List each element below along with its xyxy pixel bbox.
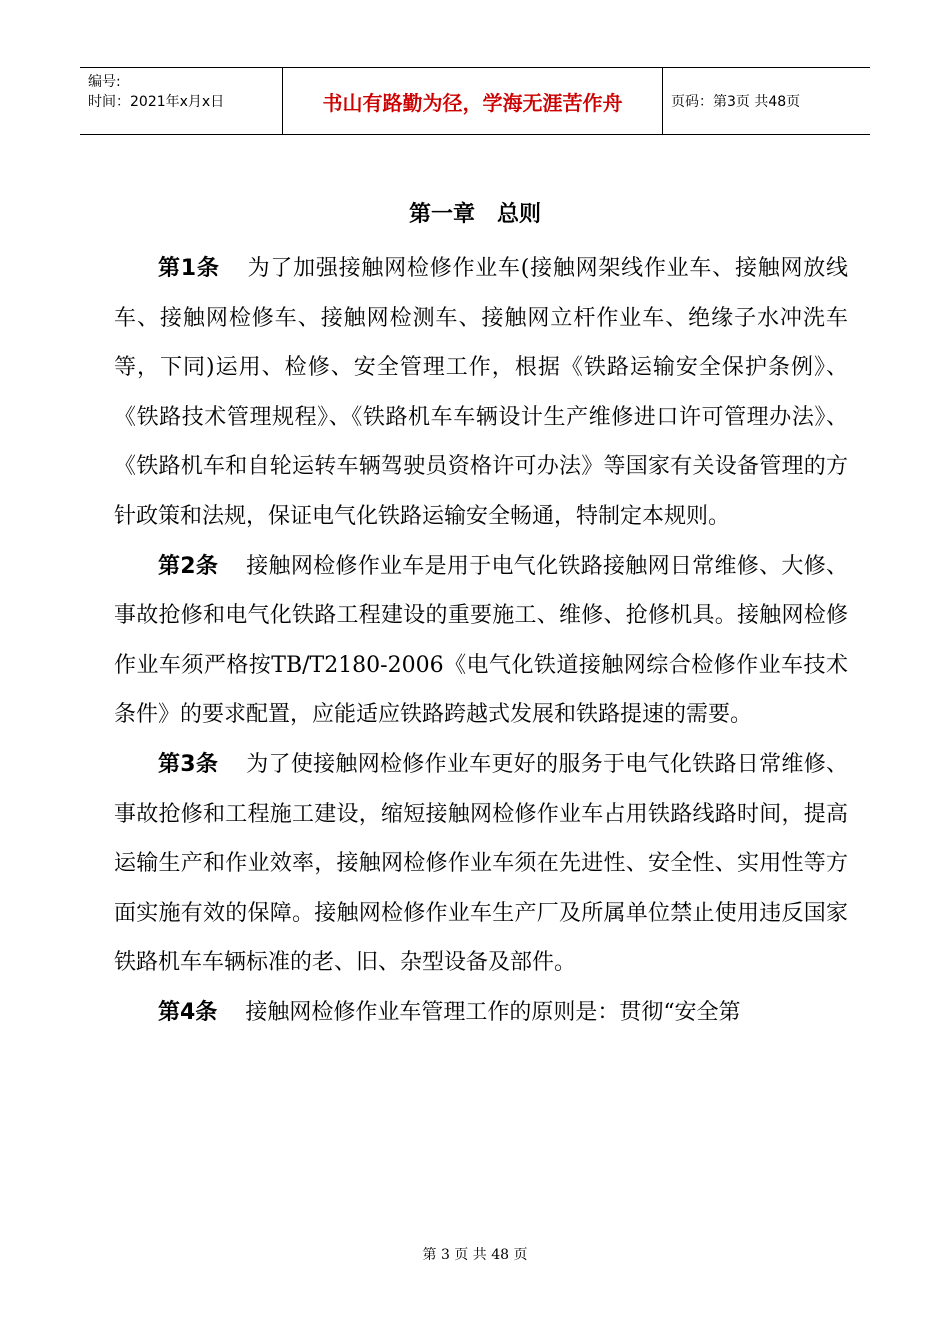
article-2 (114, 542, 848, 740)
header-page-info: 页码：第3页 共48页 (671, 94, 801, 110)
document-number-label: 编号: (88, 74, 121, 90)
document-time-label: 时间：2021年x月x日 (88, 94, 225, 110)
article-label: 第3条 (158, 751, 219, 777)
article-3 (114, 740, 848, 988)
header-page-cell (663, 68, 870, 134)
article-text: 为了使接触网检修作业车更好的服务于电气化铁路日常维修、事故抢修和工程施工建设，缩短接触网检修作业车占用铁路线路时间，提高运输生产和作业效率，接触网检修作业车须在先进性、安全性、实用性等方面实施有效的保障。接触网检修作业车生产厂及所属单位禁止使用违反国家铁路机车车辆标准的老、旧、杂型设备及部件。 (114, 751, 848, 976)
chapter-title: 第一章 总则 (408, 202, 541, 227)
article-label: 第2条 (158, 553, 219, 579)
header-meta-cell (80, 68, 283, 134)
article-label: 第1条 (158, 256, 220, 281)
document-header (80, 67, 870, 135)
article-text: 接触网检修作业车管理工作的原则是：贯彻“安全第 (245, 999, 741, 1025)
article-4 (114, 988, 848, 1038)
article-1 (114, 244, 848, 542)
header-motto: 书山有路勤为径，学海无涯苦作舟 (322, 90, 623, 115)
article-text: 接触网检修作业车是用于电气化铁路接触网日常维修、大修、事故抢修和电气化铁路工程建设的重要施工、维修、抢修机具。接触网检修作业车须严格按TB/T2180-2006《电气化铁道接触网综合检修作业车技术条件》的要求配置，应能适应铁路跨越式发展和铁路提速的需要。 (114, 553, 848, 728)
article-label: 第4条 (158, 999, 218, 1025)
article-text: 为了加强接触网检修作业车(接触网架线作业车、接触网放线车、接触网检修车、接触网检测车、接触网立杆作业车、绝缘子水冲洗车等，下同)运用、检修、安全管理工作，根据《铁路运输安全保护条例》、《铁路技术管理规程》、《铁路机车车辆设计生产维修进口许可管理办法》、《铁路机车和自轮运转车辆驾驶员资格许可办法》等国家有关设备管理的方针政策和法规，保证电气化铁路运输安全畅通，特制定本规则。 (114, 256, 848, 529)
document-body (114, 244, 848, 1038)
page-footer: 第 3 页 共 48 页 (422, 1247, 528, 1263)
header-motto-cell (283, 68, 663, 134)
